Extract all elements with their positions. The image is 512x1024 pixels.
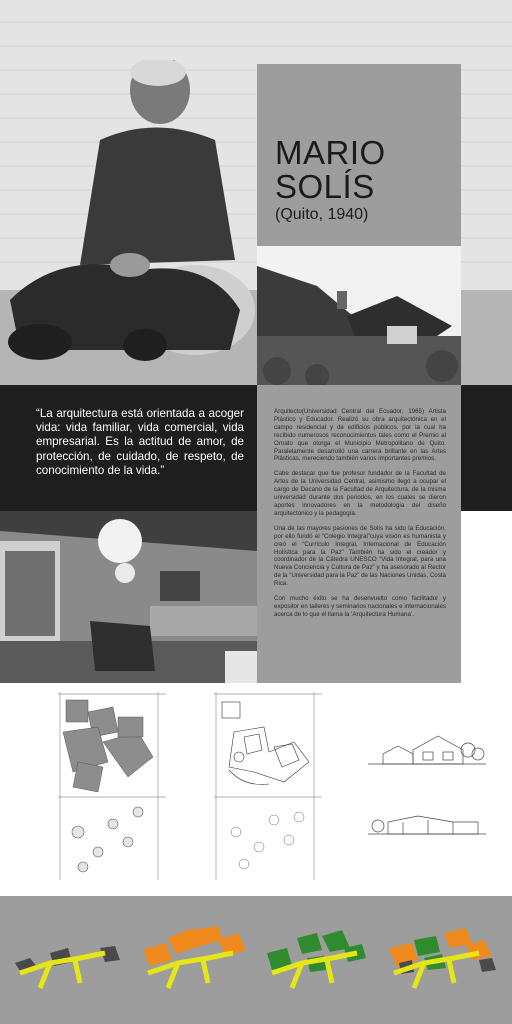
bio-paragraph: Con mucho éxito se ha desenvuelto como facilitador y expositor en talleres y seminarios nacionales e internacionales acerca de lo que él llama la ‘Arquitectura Humana’. [274,595,446,618]
floor-plan [214,692,322,880]
bio-paragraph: Cabe destacar que fue profesor fundador de la Facultad de Artes de la Universidad Central, asimismo llegó a ocupar el cargo de Decano de la Facultad de Arquitectura, de la misma universidad durante dos periodos, en los cuales se dieron aportes innovadores en la metodología del diseño arquitectónico y la pedagogía. [274,470,446,517]
diagram-combined [384,918,500,990]
diagram-volumes [138,918,254,990]
architect-quote: “La arquitectura está orientada a acoger vida: vida familiar, vida comercial, vida empresarial. Es la actitud de amor, de protección, de cuidado, de respeto, de conocimiento de la vida.” [36,407,244,477]
site-plan-roof [58,692,166,880]
architect-name-first: MARIO [275,134,386,171]
house-exterior-photo [257,246,461,385]
section-drawing [368,808,486,838]
biography-text [274,408,446,626]
bio-paragraph: Una de las mayores pasiones de Solís ha sido la Educación, por ello fundó el “Colegio Integral”cuya visión es humanista y creó el “Currículo Integral, Internacional de Educación Holística para la Paz” También ha sido el creador y coordinador de la Cátedra UNESCO “Vida Integral, para una Nueva Conciencia y Cultura de Paz” y ha asesorado al Rector de la “Universidad para la Paz” de las Naciones Unidas, Costa Rica. [274,524,446,588]
diagram-vegetation [262,918,378,990]
bio-paragraph: Arquitecto(Universidad Central del Ecuador, 1965) Artista Plástico y Educador. Realizó su obra arquitectónica en el campo residencial y de edificios públicos, por la cual ha recibido numerosos reconocimientos tales como el Premio al Ornato que otorga el Municipio Metropolitano de Quito. Paralelamente desarrolló una carrera brillante en las Artes Plásticas, mereciendo también varios importantes premios. [274,408,446,463]
interior-photo [0,511,257,683]
title-panel [257,64,461,246]
diagram-circulation [10,918,126,990]
elevation-drawing [368,730,486,770]
birth-place-year: (Quito, 1940) [275,206,369,223]
architect-name-last: SOLÍS [275,168,375,205]
portrait-figure [0,60,260,385]
